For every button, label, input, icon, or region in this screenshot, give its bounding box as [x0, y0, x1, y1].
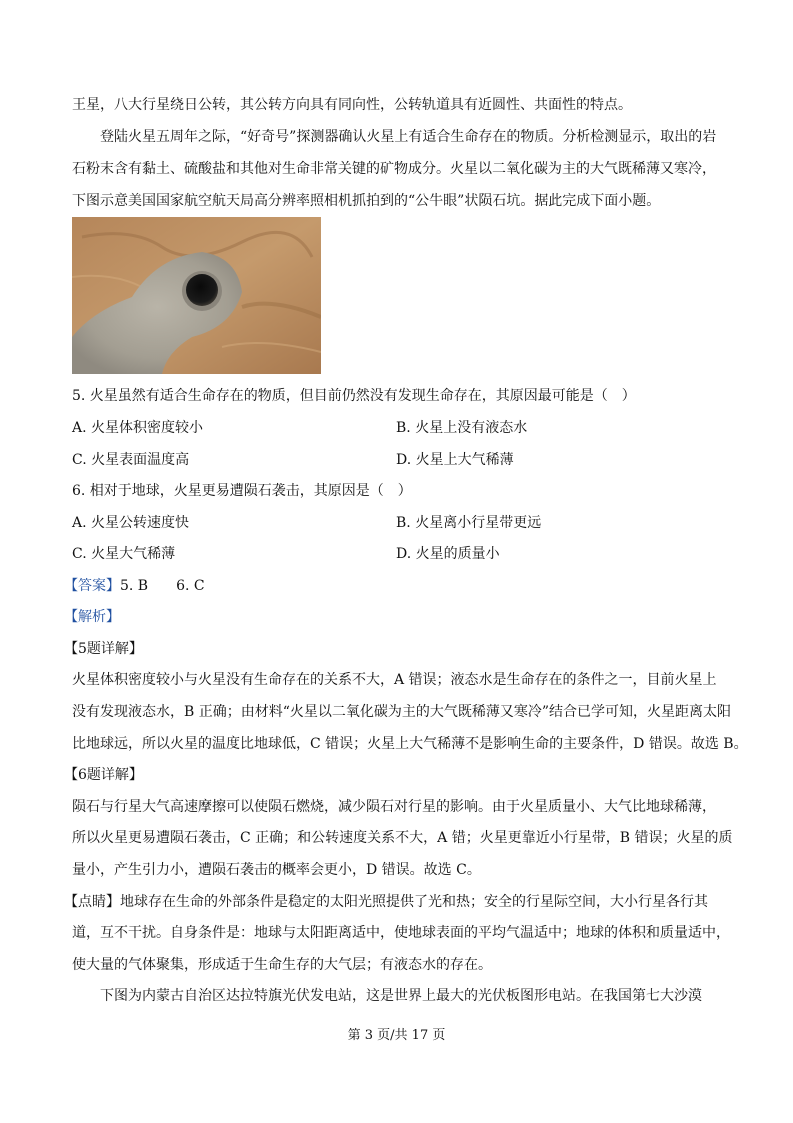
analysis-label: 【解析】 [64, 609, 120, 625]
answer-text: 5. B 6. C [120, 578, 205, 594]
q5-option-d: D. 火星上大气稀薄 [396, 452, 514, 468]
q5-stem: 5. 火星虽然有适合生命存在的物质，但目前仍然没有发现生命存在，其原因最可能是（ ） [72, 388, 636, 404]
q5-detail-label: 【5题详解】 [64, 641, 143, 657]
intro-line-1: 王星，八大行星绕日公转，其公转方向具有同向性，公转轨道具有近圆性、共面性的特点。 [72, 97, 632, 113]
q5-detail-line-2: 没有发现液态水，B 正确；由材料“火星以二氧化碳为主的大气既稀薄又寒冷”结合已学可知，火星距离太阳 [72, 704, 732, 720]
next-paragraph-line: 下图为内蒙古自治区达拉特旗光伏发电站，这是世界上最大的光伏板图形电站。在我国第七大沙漠 [100, 988, 702, 1004]
q5-option-c: C. 火星表面温度高 [72, 452, 190, 468]
tip-line-1 [64, 892, 708, 912]
tip-text-1: 地球存在生命的外部条件是稳定的太阳光照提供了光和热；安全的行星际空间，大小行星各行其 [120, 894, 708, 910]
tip-line-3: 使大量的气体聚集，形成适于生命生存的大气层；有液态水的存在。 [72, 957, 492, 973]
q6-stem: 6. 相对于地球，火星更易遭陨石袭击，其原因是（ ） [72, 483, 412, 499]
intro-line-4: 下图示意美国国家航空航天局高分辨率照相机抓拍到的“公牛眼”状陨石坑。据此完成下面小题。 [72, 193, 661, 209]
q5-option-a: A. 火星体积密度较小 [72, 420, 204, 436]
q6-option-d: D. 火星的质量小 [396, 546, 500, 562]
q5-detail-line-1: 火星体积密度较小与火星没有生命存在的关系不大，A 错误；液态水是生命存在的条件之一，目前火星上 [72, 672, 717, 688]
tip-label: 【点睛】 [64, 894, 120, 910]
q6-option-b: B. 火星离小行星带更远 [396, 515, 542, 531]
q6-option-c: C. 火星大气稀薄 [72, 546, 176, 562]
intro-line-3: 石粉末含有黏土、硫酸盐和其他对生命非常关键的矿物成分。火星以二氧化碳为主的大气既稀薄又寒冷， [72, 161, 716, 177]
q6-detail-line-1: 陨石与行星大气高速摩擦可以使陨石燃烧，减少陨石对行星的影响。由于火星质量小、大气比地球稀薄， [72, 799, 716, 815]
page-footer: 第 3 页/共 17 页 [347, 1028, 446, 1043]
q6-detail-label: 【6题详解】 [64, 767, 143, 783]
crater-photo [72, 217, 321, 374]
intro-line-2: 登陆火星五周年之际，“好奇号”探测器确认火星上有适合生命存在的物质。分析检测显示，取出的岩 [100, 129, 717, 145]
tip-line-2: 道，互不干扰。自身条件是：地球与太阳距离适中，使地球表面的平均气温适中；地球的体积和质量适中， [72, 925, 730, 941]
q5-detail-line-3: 比地球远，所以火星的温度比地球低，C 错误；火星上大气稀薄不是影响生命的主要条件，D 错误。故选 B。 [72, 736, 748, 752]
q6-option-a: A. 火星公转速度快 [72, 515, 190, 531]
answer-line [64, 576, 205, 596]
answer-label: 【答案】 [64, 578, 120, 594]
q6-detail-line-3: 量小，产生引力小，遭陨石袭击的概率会更小，D 错误。故选 C。 [72, 862, 481, 878]
q5-option-b: B. 火星上没有液态水 [396, 420, 528, 436]
q6-detail-line-2: 所以火星更易遭陨石袭击，C 正确；和公转速度关系不大，A 错；火星更靠近小行星带，B 错误；火星的质 [72, 830, 733, 846]
